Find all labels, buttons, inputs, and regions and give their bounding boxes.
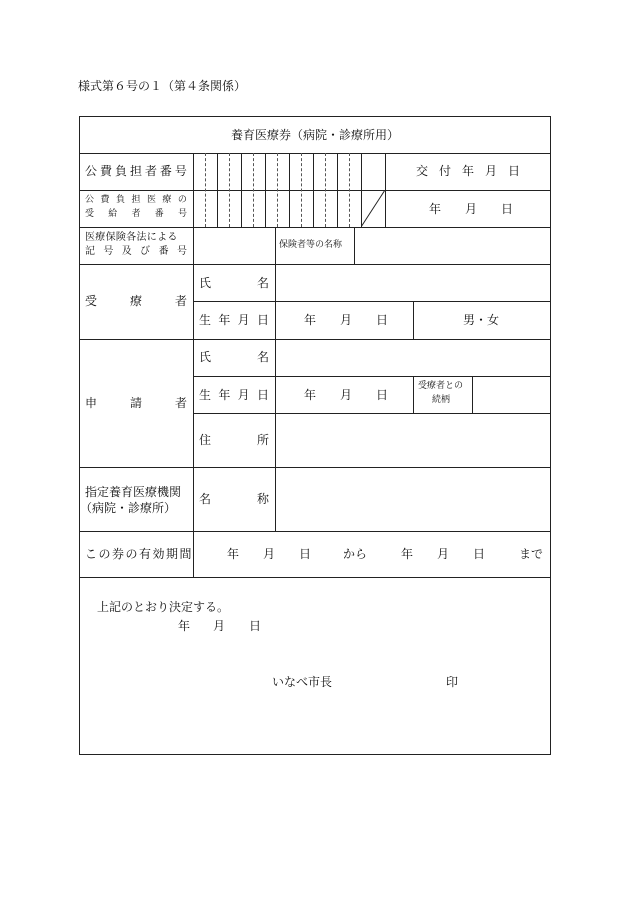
label-char: 日 (507, 164, 520, 178)
insurer-name-label: 保険者等の名称 (279, 240, 343, 250)
public-payer-number-label (85, 165, 187, 177)
label-char: 住 (199, 433, 212, 447)
label-char: 氏 (199, 276, 212, 290)
patient-dob-label (199, 314, 269, 326)
label-char: 生 (199, 388, 212, 402)
relation-label-line2: 続柄 (432, 395, 451, 405)
label-char: 号 (176, 246, 187, 257)
label-char: 月 (484, 164, 497, 178)
patient-group-label (85, 295, 187, 307)
decision-date-day: 日 (249, 619, 262, 633)
row-divider (193, 413, 551, 414)
row-divider (79, 531, 551, 532)
applicant-dob-label (199, 389, 269, 401)
row-divider (193, 301, 551, 302)
digit-box-divider (241, 153, 242, 227)
label-char: 担 (131, 195, 141, 205)
document-title: 養育医療券（病院・診療所用） (230, 128, 399, 142)
row-divider (193, 376, 551, 377)
applicant-group-label (85, 397, 187, 409)
relation-label-line1: 受療者との (418, 381, 464, 391)
label-char: 負 (114, 164, 127, 178)
validity-to-text: まで (519, 547, 544, 561)
digit-box-divider (385, 153, 386, 227)
column-divider (413, 301, 414, 339)
insurance-label-line2 (85, 247, 187, 257)
validity-from-month: 月 (263, 547, 276, 561)
validity-to-day: 日 (473, 547, 486, 561)
label-char: 担 (129, 164, 142, 178)
label-char: の (177, 195, 187, 205)
label-char: 名 (256, 350, 269, 364)
label-char: 公 (85, 195, 95, 205)
digit-box-dashed-divider (301, 153, 302, 227)
digit-box-dashed-divider (349, 153, 350, 227)
applicant-dob-day: 日 (376, 388, 389, 402)
label-char: 給 (108, 209, 118, 219)
label-char: 年 (218, 313, 231, 327)
label-char: 医 (146, 195, 156, 205)
insurance-label-line1: 医療保険各法による (85, 232, 178, 243)
row-divider (79, 153, 551, 154)
digit-box-dashed-divider (253, 153, 254, 227)
validity-label: この券の有効期間 (85, 547, 194, 561)
label-char: 番 (159, 164, 172, 178)
decision-date-year: 年 (178, 619, 191, 633)
label-char: 番 (154, 209, 164, 219)
applicant-address-label (199, 434, 269, 446)
digit-box-divider (313, 153, 314, 227)
label-char: 月 (237, 388, 250, 402)
label-char: 及 (121, 246, 132, 257)
label-char: 付 (438, 164, 451, 178)
row-divider (79, 577, 551, 578)
label-char: 名 (256, 276, 269, 290)
digit-box-divider (217, 153, 218, 227)
digit-box-divider (337, 153, 338, 227)
label-char: 申 (85, 396, 98, 410)
digit-box-divider (289, 153, 290, 227)
form-number: 様式第６号の１（第４条関係） (78, 79, 247, 93)
applicant-dob-year: 年 (304, 388, 317, 402)
applicant-name-label (199, 351, 269, 363)
label-char: 称 (256, 492, 269, 506)
label-char: 者 (131, 209, 141, 219)
row-divider (79, 467, 551, 468)
seal-mark: 印 (446, 675, 459, 689)
column-divider (472, 376, 473, 413)
label-char: 受 (85, 294, 98, 308)
digit-box-dashed-divider (277, 153, 278, 227)
column-divider (354, 227, 355, 264)
issue-date-day: 日 (501, 202, 514, 216)
label-char: 療 (129, 294, 142, 308)
digit-box-dashed-divider (205, 153, 206, 227)
validity-to-year: 年 (401, 547, 414, 561)
validity-from-text: から (343, 547, 368, 561)
issue-date-month: 月 (465, 202, 478, 216)
label-char: 名 (199, 492, 212, 506)
recipient-number-label-line1 (85, 196, 187, 205)
row-divider (79, 190, 551, 191)
column-divider (413, 376, 414, 413)
patient-dob-year: 年 (304, 313, 317, 327)
patient-sex: 男・女 (463, 313, 500, 327)
digit-box-dashed-divider (325, 153, 326, 227)
recipient-number-label-line2 (85, 210, 187, 219)
institution-label-line1: 指定養育医療機関 (85, 485, 182, 499)
label-char: 負 (115, 195, 125, 205)
validity-from-year: 年 (227, 547, 240, 561)
label-char: 請 (129, 396, 142, 410)
column-divider (275, 227, 276, 264)
validity-from-day: 日 (299, 547, 312, 561)
label-char: 者 (144, 164, 157, 178)
label-char: 費 (100, 195, 110, 205)
validity-to-month: 月 (437, 547, 450, 561)
patient-name-label (199, 277, 269, 289)
issuer-name: いなべ市長 (272, 675, 333, 689)
label-char: 交 (416, 164, 429, 178)
patient-dob-day: 日 (376, 313, 389, 327)
row-divider (79, 264, 551, 265)
decision-date-month: 月 (213, 619, 226, 633)
patient-dob-month: 月 (340, 313, 353, 327)
label-char: 所 (256, 433, 269, 447)
row-divider (79, 227, 551, 228)
label-char: 公 (85, 164, 98, 178)
label-char: 者 (174, 396, 187, 410)
label-char: 年 (461, 164, 474, 178)
column-divider (275, 264, 276, 531)
label-char: 号 (177, 209, 187, 219)
label-char: 号 (174, 164, 187, 178)
label-char: 療 (162, 195, 172, 205)
applicant-dob-month: 月 (340, 388, 353, 402)
digit-box-divider (265, 153, 266, 227)
column-divider (193, 153, 194, 577)
label-char: 月 (237, 313, 250, 327)
label-char: 号 (103, 246, 114, 257)
issue-date-year: 年 (429, 202, 442, 216)
label-char: 受 (85, 209, 95, 219)
unused-box-diagonal (361, 190, 385, 227)
issue-date-label (416, 165, 520, 177)
label-char: 生 (199, 313, 212, 327)
label-char: び (140, 246, 151, 257)
digit-box-dashed-divider (229, 153, 230, 227)
label-char: 記 (85, 246, 95, 257)
label-char: 氏 (199, 350, 212, 364)
institution-name-label (199, 493, 269, 505)
label-char: 番 (158, 246, 169, 257)
row-divider (79, 339, 551, 340)
label-char: 年 (218, 388, 231, 402)
label-char: 日 (256, 388, 269, 402)
label-char: 費 (99, 164, 112, 178)
institution-label-line2: （病院・診療所） (80, 501, 177, 515)
label-char: 者 (174, 294, 187, 308)
label-char: 日 (256, 313, 269, 327)
decision-text: 上記のとおり決定する。 (97, 600, 230, 614)
